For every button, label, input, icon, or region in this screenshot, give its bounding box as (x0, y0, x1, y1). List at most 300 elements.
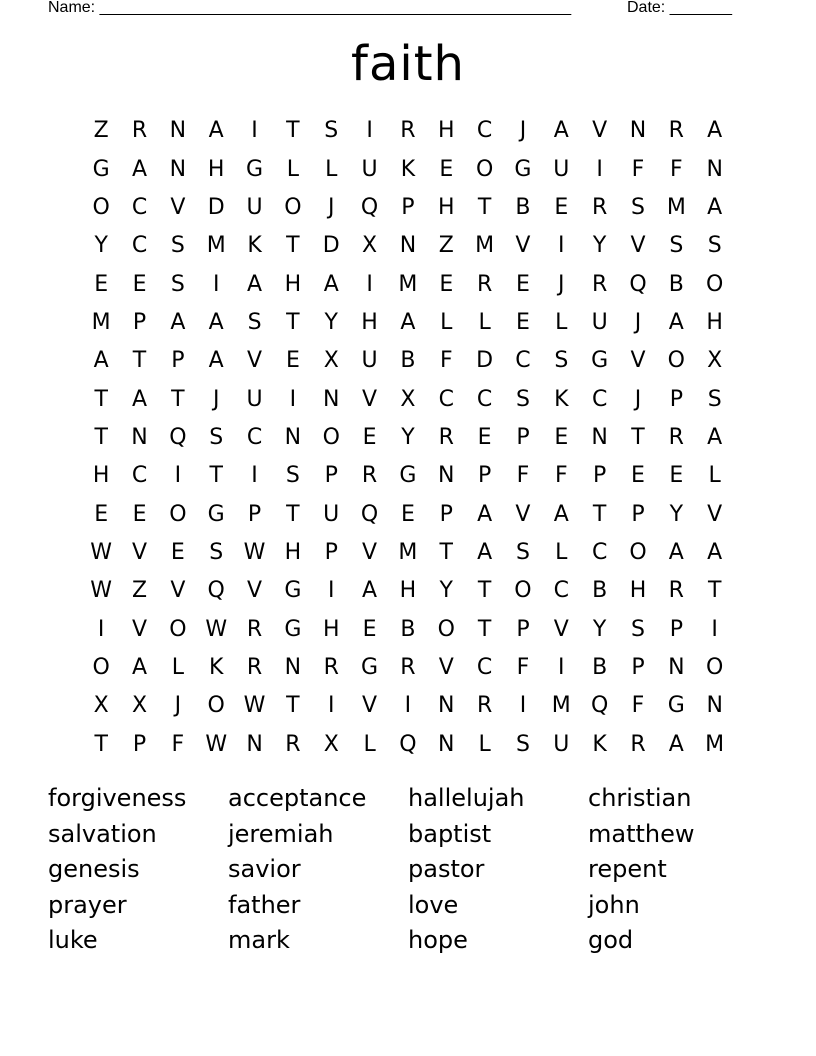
grid-letter: V (362, 386, 378, 412)
grid-letter: A (707, 194, 723, 220)
grid-letter: A (668, 309, 684, 335)
grid-letter: S (515, 539, 530, 565)
grid-letter: K (208, 654, 224, 680)
grid-letter: Q (360, 501, 379, 527)
grid-letter: C (476, 118, 493, 144)
grid-letter: L (708, 463, 721, 489)
grid-letter: G (399, 463, 417, 489)
grid-letter: E (285, 348, 300, 374)
grid-letter: E (516, 309, 530, 335)
word-list-item: hallelujah (408, 784, 525, 812)
grid-letter: F (516, 654, 530, 680)
grid-letter: N (668, 654, 685, 680)
grid-letter: U (246, 386, 263, 412)
grid-letter: M (398, 539, 418, 565)
grid-letter: P (669, 386, 683, 412)
grid-letter: V (131, 616, 148, 642)
grid-letter: G (207, 501, 225, 527)
grid-letter: S (170, 271, 185, 297)
grid-letter: E (554, 424, 569, 450)
grid-letter: N (591, 424, 608, 450)
grid-letter: K (400, 156, 416, 182)
grid-letter: Q (629, 271, 647, 297)
grid-letter: P (593, 463, 607, 489)
grid-letter: A (131, 386, 148, 412)
grid-letter: U (591, 309, 608, 335)
grid-letter: A (553, 118, 569, 144)
word-list-item: savior (228, 855, 301, 883)
grid-letter: T (286, 118, 300, 144)
grid-letter: A (362, 578, 378, 604)
grid-letter: W (205, 616, 228, 642)
grid-letter: P (401, 194, 415, 220)
grid-letter: N (629, 118, 647, 144)
grid-letter: U (553, 156, 570, 182)
grid-letter: D (207, 194, 225, 220)
grid-letter: Z (93, 118, 109, 144)
grid-letter: R (668, 118, 684, 144)
grid-letter: I (519, 693, 527, 719)
grid-letter: G (667, 693, 685, 719)
grid-letter: M (91, 309, 111, 335)
grid-letter: R (591, 194, 608, 220)
word-list-item: jeremiah (228, 819, 334, 848)
grid-letter: N (706, 693, 723, 719)
grid-letter: Q (399, 731, 417, 757)
grid-letter: P (631, 501, 645, 527)
grid-letter: B (515, 194, 531, 220)
grid-letter: I (711, 616, 718, 642)
grid-letter: A (668, 539, 684, 565)
grid-letter: P (324, 539, 338, 565)
grid-letter: R (476, 693, 493, 719)
grid-letter: V (630, 348, 646, 374)
word-list (48, 781, 768, 959)
grid-letter: O (322, 424, 340, 450)
grid-letter: C (438, 386, 454, 412)
grid-letter: N (284, 424, 302, 450)
grid-letter: P (439, 501, 453, 527)
grid-letter: N (246, 731, 263, 757)
grid-letter: M (398, 271, 418, 297)
word-list-item: salvation (48, 819, 157, 848)
grid-letter: V (515, 233, 531, 259)
grid-letter: O (284, 194, 302, 220)
grid-letter: T (707, 578, 722, 604)
grid-letter: X (362, 233, 378, 259)
word-list-item: prayer (48, 890, 127, 919)
grid-letter: C (553, 578, 569, 604)
word-list-item: father (228, 890, 301, 919)
grid-letter: O (706, 654, 724, 680)
grid-letter: C (131, 463, 148, 489)
grid-letter: W (90, 539, 113, 565)
grid-letter: H (437, 118, 455, 144)
grid-letter: M (475, 233, 495, 259)
grid-letter: H (629, 578, 647, 604)
grid-letter: T (477, 194, 492, 220)
grid-letter: J (212, 386, 220, 412)
grid-letter: I (404, 693, 412, 719)
grid-letter: T (592, 501, 607, 527)
grid-letter: V (362, 539, 378, 565)
grid-letter: E (631, 463, 645, 489)
grid-letter: J (327, 194, 335, 220)
grid-letter: E (94, 501, 109, 527)
grid-letter: V (362, 693, 378, 719)
grid-letter: O (667, 348, 685, 374)
grid-letter: N (438, 463, 455, 489)
grid-row (82, 534, 734, 572)
grid-letter: O (169, 616, 187, 642)
grid-letter: N (706, 156, 723, 182)
grid-letter: T (286, 501, 300, 527)
grid-letter: Y (94, 233, 108, 259)
grid-letter: C (515, 348, 531, 374)
grid-letter: Q (207, 578, 225, 604)
grid-letter: S (515, 731, 530, 757)
grid-letter: I (366, 271, 373, 297)
grid-letter: Y (324, 309, 338, 335)
grid-letter: A (208, 309, 224, 335)
grid-letter: P (132, 309, 147, 335)
grid-letter: H (399, 578, 417, 604)
grid-letter: F (631, 693, 645, 719)
grid-letter: E (400, 501, 415, 527)
grid-letter: T (132, 348, 147, 374)
grid-letter: C (476, 654, 493, 680)
grid-letter: Y (669, 501, 684, 527)
grid-letter: J (519, 118, 527, 144)
grid-letter: O (207, 693, 225, 719)
grid-row (82, 227, 734, 265)
grid-letter: E (132, 501, 147, 527)
grid-letter: W (90, 578, 113, 604)
grid-letter: P (516, 424, 530, 450)
grid-letter: X (707, 348, 723, 374)
grid-letter: P (324, 463, 338, 489)
grid-letter: Y (401, 424, 415, 450)
grid-letter: F (554, 463, 568, 489)
grid-letter: S (324, 118, 339, 144)
grid-letter: R (591, 271, 608, 297)
word-list-item: baptist (408, 819, 492, 848)
grid-letter: T (209, 463, 223, 489)
grid-letter: T (94, 424, 108, 450)
grid-letter: N (131, 424, 148, 450)
word-list-item: god (588, 926, 634, 954)
grid-letter: P (247, 501, 262, 527)
grid-letter: A (208, 118, 224, 144)
grid-letter: C (131, 194, 148, 220)
grid-letter: P (171, 348, 185, 374)
grid-letter: E (94, 271, 109, 297)
grid-letter: L (555, 309, 568, 335)
grid-letter: B (592, 578, 608, 604)
grid-letter: R (131, 118, 148, 144)
grid-letter: V (592, 118, 608, 144)
grid-letter: T (286, 233, 300, 259)
puzzle-title: faith (351, 36, 465, 92)
grid-letter: N (323, 386, 340, 412)
grid-letter: S (669, 233, 684, 259)
grid-letter: O (169, 501, 187, 527)
grid-letter: L (555, 539, 568, 565)
grid-letter: L (363, 731, 376, 757)
grid-letter: A (707, 118, 723, 144)
grid-letter: F (516, 463, 530, 489)
grid-letter: I (366, 118, 373, 144)
grid-letter: A (553, 501, 569, 527)
grid-letter: U (246, 194, 263, 220)
word-list-item: forgiveness (48, 784, 187, 812)
grid-letter: C (131, 233, 148, 259)
grid-letter: L (478, 309, 491, 335)
grid-letter: H (706, 309, 723, 335)
grid-letter: B (400, 616, 416, 642)
grid-letter: V (707, 501, 723, 527)
grid-letter: Z (438, 233, 454, 259)
grid-letter: H (284, 271, 302, 297)
grid-letter: Y (592, 233, 607, 259)
grid-row (82, 265, 734, 303)
word-list-item: mark (228, 926, 290, 954)
grid-letter: R (476, 271, 493, 297)
date-field-label: Date: _______ (627, 0, 732, 16)
grid-letter: E (554, 194, 569, 220)
grid-letter: V (247, 348, 263, 374)
grid-letter: C (246, 424, 263, 450)
grid-letter: G (284, 578, 302, 604)
grid-letter: T (286, 309, 300, 335)
grid-letter: R (323, 654, 339, 680)
grid-letter: O (92, 654, 110, 680)
grid-letter: Z (131, 578, 148, 604)
grid-letter: S (554, 348, 569, 374)
grid-letter: B (400, 348, 416, 374)
grid-letter: N (169, 156, 187, 182)
grid-letter: A (208, 348, 224, 374)
grid-letter: D (322, 233, 340, 259)
grid-letter: U (553, 731, 570, 757)
grid-letter: C (591, 539, 608, 565)
grid-letter: V (438, 654, 454, 680)
grid-letter: E (362, 616, 377, 642)
grid-letter: E (477, 424, 492, 450)
grid-letter: H (207, 156, 225, 182)
grid-letter: J (174, 693, 182, 719)
grid-letter: E (170, 539, 185, 565)
grid-letter: A (93, 348, 109, 374)
grid-letter: S (209, 424, 224, 450)
grid-letter: E (439, 156, 454, 182)
grid-letter: X (323, 348, 339, 374)
grid-letter: S (515, 386, 530, 412)
grid-letter: E (439, 271, 454, 297)
grid-letter: V (553, 616, 569, 642)
grid-letter: T (94, 731, 108, 757)
grid-letter: I (97, 616, 105, 642)
grid-letter: I (251, 118, 258, 144)
grid-letter: N (438, 693, 455, 719)
grid-letter: G (246, 156, 264, 182)
grid-letter: E (669, 463, 684, 489)
grid-letter: F (171, 731, 185, 757)
grid-row (82, 189, 734, 227)
grid-letter: C (591, 386, 608, 412)
grid-row (82, 572, 734, 610)
grid-letter: G (92, 156, 110, 182)
grid-letter: O (475, 156, 494, 182)
grid-letter: I (327, 578, 335, 604)
word-list-item: hope (408, 926, 468, 954)
grid-letter: P (516, 616, 530, 642)
grid-letter: A (131, 654, 148, 680)
word-list-item: genesis (48, 855, 140, 883)
word-list-item: acceptance (228, 784, 367, 812)
grid-letter: O (629, 539, 647, 565)
grid-letter: S (707, 233, 722, 259)
grid-letter: P (669, 616, 683, 642)
grid-letter: M (551, 693, 571, 719)
grid-letter: I (596, 156, 603, 182)
grid-letter: H (361, 309, 378, 335)
grid-letter: G (591, 348, 609, 374)
grid-letter: L (440, 309, 453, 335)
grid-letter: L (286, 156, 300, 182)
grid-row (82, 495, 734, 533)
grid-row (82, 342, 734, 380)
grid-row (82, 112, 734, 150)
grid-letter: V (515, 501, 531, 527)
grid-row (82, 726, 734, 764)
grid-letter: I (174, 463, 182, 489)
grid-letter: I (289, 386, 297, 412)
grid-letter: R (400, 654, 416, 680)
grid-letter: O (514, 578, 532, 604)
grid-letter: U (361, 156, 378, 182)
grid-letter: R (668, 578, 684, 604)
grid-letter: N (284, 654, 302, 680)
word-list-item: matthew (588, 819, 695, 848)
letter-grid (82, 112, 734, 764)
grid-letter: P (631, 654, 645, 680)
grid-letter: S (631, 616, 645, 642)
grid-letter: A (707, 424, 723, 450)
grid-letter: B (668, 271, 684, 297)
grid-letter: V (131, 539, 148, 565)
grid-letter: K (554, 386, 569, 412)
grid-letter: G (284, 616, 302, 642)
grid-letter: P (132, 731, 147, 757)
grid-letter: X (400, 386, 416, 412)
grid-letter: A (247, 271, 263, 297)
grid-letter: S (707, 386, 722, 412)
grid-letter: H (437, 194, 455, 220)
grid-letter: A (323, 271, 339, 297)
grid-letter: A (707, 539, 723, 565)
grid-row (82, 380, 734, 418)
grid-letter: M (666, 194, 686, 220)
grid-letter: S (285, 463, 300, 489)
grid-letter: T (171, 386, 185, 412)
grid-letter: V (630, 233, 646, 259)
name-field-label: Name: _____________________________________________________ (48, 0, 572, 16)
grid-letter: I (327, 693, 335, 719)
grid-letter: N (169, 118, 187, 144)
word-list-item: pastor (408, 855, 485, 883)
grid-letter: T (477, 616, 492, 642)
grid-letter: Y (439, 578, 453, 604)
grid-letter: X (323, 731, 339, 757)
grid-letter: X (93, 693, 109, 719)
grid-letter: V (170, 578, 186, 604)
grid-letter: J (634, 386, 642, 412)
grid-letter: P (477, 463, 492, 489)
grid-letter: J (558, 271, 565, 297)
grid-letter: K (247, 233, 262, 259)
grid-letter: T (631, 424, 645, 450)
grid-letter: T (286, 693, 300, 719)
grid-letter: L (325, 156, 338, 182)
grid-letter: H (284, 539, 302, 565)
grid-letter: Y (592, 616, 607, 642)
grid-row (82, 304, 734, 342)
grid-letter: S (170, 233, 185, 259)
grid-letter: K (592, 731, 607, 757)
grid-letter: A (131, 156, 148, 182)
grid-letter: F (439, 348, 453, 374)
word-list-item: love (408, 890, 459, 919)
grid-letter: R (668, 424, 684, 450)
grid-letter: J (634, 309, 642, 335)
grid-letter: G (361, 654, 379, 680)
grid-letter: R (630, 731, 646, 757)
grid-letter: I (212, 271, 220, 297)
grid-letter: F (631, 156, 645, 182)
grid-letter: L (478, 731, 491, 757)
grid-letter: M (206, 233, 226, 259)
grid-letter: T (94, 386, 108, 412)
word-list-item: john (588, 890, 640, 919)
grid-letter: S (631, 194, 645, 220)
grid-letter: N (399, 233, 417, 259)
grid-letter: W (205, 731, 228, 757)
grid-letter: T (477, 578, 492, 604)
grid-letter: I (558, 654, 565, 680)
grid-row (82, 457, 734, 495)
word-list-item: christian (588, 784, 692, 812)
grid-letter: B (592, 654, 608, 680)
grid-letter: R (400, 118, 416, 144)
grid-letter: Q (590, 693, 609, 719)
grid-letter: V (247, 578, 263, 604)
grid-letter: E (132, 271, 147, 297)
grid-letter: M (705, 731, 725, 757)
grid-row (82, 649, 734, 687)
grid-letter: Q (169, 424, 187, 450)
grid-letter: U (361, 348, 378, 374)
grid-letter: X (131, 693, 148, 719)
grid-letter: N (438, 731, 455, 757)
grid-row (82, 610, 734, 648)
grid-letter: S (209, 539, 224, 565)
grid-letter: R (361, 463, 378, 489)
grid-row (82, 419, 734, 457)
grid-letter: V (170, 194, 186, 220)
grid-row (82, 150, 734, 188)
grid-letter: O (706, 271, 724, 297)
